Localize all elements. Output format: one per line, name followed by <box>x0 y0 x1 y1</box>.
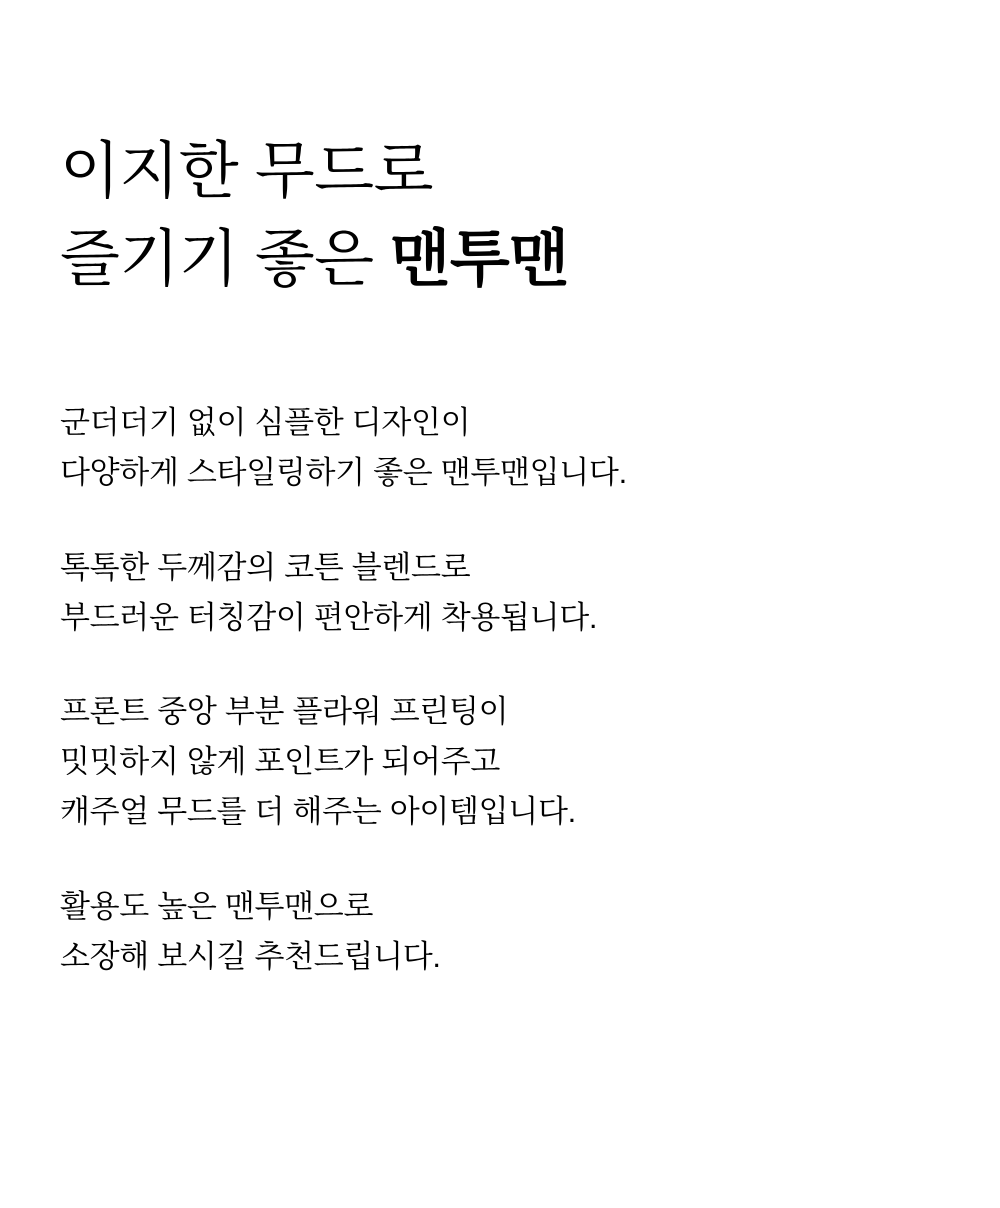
paragraph-line: 다양하게 스타일링하기 좋은 맨투맨입니다. <box>60 455 627 491</box>
paragraph-line: 소장해 보시길 추천드립니다. <box>60 938 441 974</box>
paragraph-line: 톡톡한 두께감의 코튼 블렌드로 <box>60 549 471 585</box>
paragraph-line: 캐주얼 무드를 더 해주는 아이템입니다. <box>60 794 576 830</box>
paragraph-line: 부드러운 터칭감이 편안하게 착용됩니다. <box>60 599 598 635</box>
headline-line-2-plain: 즐기기 좋은 <box>60 225 391 295</box>
paragraph-recommendation <box>60 882 940 982</box>
paragraph-line: 밋밋하지 않게 포인트가 되어주고 <box>60 744 500 780</box>
paragraph-line: 군더더기 없이 심플한 디자인이 <box>60 405 471 441</box>
paragraph-print-detail <box>60 687 940 838</box>
headline-emphasis: 맨투맨 <box>390 225 569 295</box>
headline-line-2 <box>60 216 940 304</box>
headline-line-1: 이지한 무드로 <box>60 137 434 206</box>
description-body <box>60 398 940 982</box>
paragraph-line: 프론트 중앙 부분 플라워 프린팅이 <box>60 693 509 729</box>
paragraph-line: 활용도 높은 맨투맨으로 <box>60 888 374 924</box>
paragraph-material <box>60 543 940 643</box>
page-title <box>60 0 940 304</box>
paragraph-design <box>60 398 940 498</box>
